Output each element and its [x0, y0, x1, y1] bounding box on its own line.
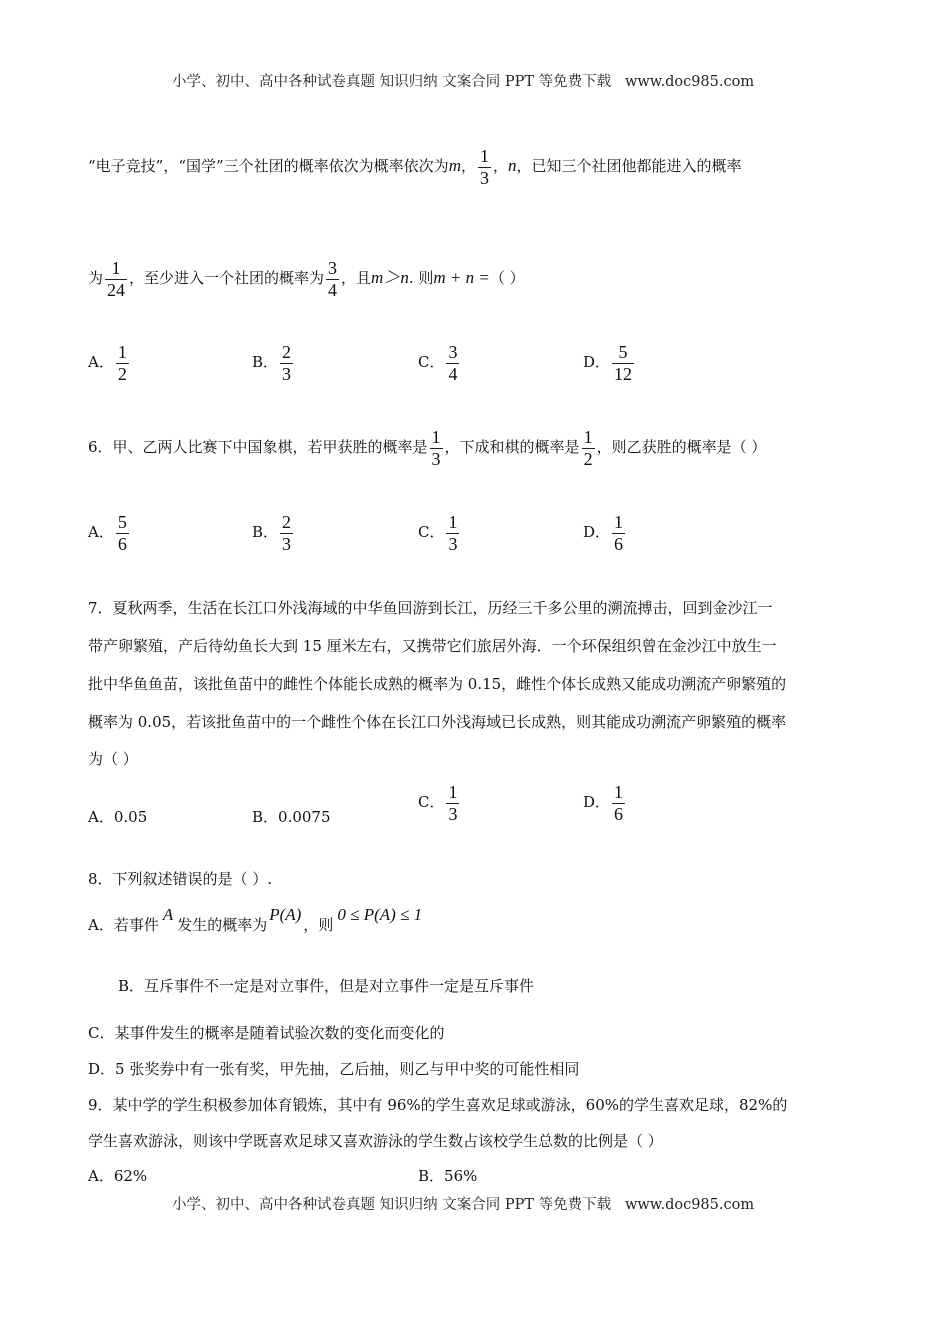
q9-option-b[interactable]: B．56% [418, 1167, 478, 1185]
q5-text: ，且 [341, 269, 372, 288]
q7-line: 7．夏秋两季，生活在长江口外浅海域的中华鱼回游到长江，历经三千多公里的溯流搏击，回到金沙江一 [88, 599, 773, 617]
var-n: n [508, 156, 517, 176]
q7-line: 为（ ） [88, 750, 138, 768]
q5-text: ，至少进入一个社团的概率为 [129, 269, 325, 288]
q7-option-b[interactable]: B．0.0075 [252, 808, 331, 826]
q5-text: ，已知三个社团他都能进入的概率 [516, 157, 742, 176]
answer-blank: （ ） [489, 269, 525, 288]
q6-option-a[interactable]: A． $\frac{5}{6}$ [88, 512, 127, 554]
fraction: $\frac{1}{24}$ [107, 258, 126, 300]
q5-text: . 则 [408, 269, 434, 288]
header-text: 小学、初中、高中各种试卷真题 知识归纳 文案合同 PPT 等免费下载 [172, 74, 612, 90]
q7-option-d[interactable]: D． $\frac{1}{6}$ [583, 782, 624, 824]
q5-text: 为 [88, 269, 104, 288]
q8-option-c[interactable]: C．某事件发生的概率是随着试验次数的变化而变化的 [88, 1024, 445, 1042]
q8-option-b[interactable]: B．互斥事件不一定是对立事件，但是对立事件一定是互斥事件 [118, 977, 535, 995]
q5-text: “电子竞技”，“国学”三个社团的概率依次为概率依次为 [88, 157, 449, 176]
q9-option-a[interactable]: A．62% [88, 1167, 148, 1185]
footer-url: www.doc985.com [624, 1197, 755, 1213]
q7-option-a[interactable]: A．0.05 [88, 808, 148, 826]
q9-line: 9．某中学的学生积极参加体育锻炼，其中有 96%的学生喜欢足球或游泳，60%的学生喜欢足球，82%的 [88, 1096, 788, 1114]
header-url: www.doc985.com [624, 74, 755, 90]
q9-line: 学生喜欢游泳，则该中学既喜欢足球又喜欢游泳的学生数占该校学生总数的比例是（ ） [88, 1132, 663, 1150]
page-footer [172, 1193, 754, 1214]
q7-option-c[interactable]: C． $\frac{1}{3}$ [418, 782, 458, 824]
q7-line: 概率为 0.05，若该批鱼苗中的一个雌性个体在长江口外浅海域已长成熟，则其能成功溯流产卵繁殖的概率 [88, 713, 787, 731]
q8-stem: 8．下列叙述错误的是（ ）. [88, 870, 273, 888]
q5-line1: “电子竞技”，“国学”三个社团的概率依次为概率依次为m， $\frac{1}{3}$ ，n，已知三个社团他都能进入的概率 [88, 146, 742, 188]
fraction: $\frac{1}{3}$ [431, 427, 441, 469]
q8-option-d[interactable]: D．5 张奖券中有一张有奖，甲先抽，乙后抽，则乙与甲中奖的可能性相同 [88, 1060, 580, 1078]
q6-option-b[interactable]: B． $\frac{2}{3}$ [252, 512, 292, 554]
q6-option-d[interactable]: D． $\frac{1}{6}$ [583, 512, 624, 554]
footer-text: 小学、初中、高中各种试卷真题 知识归纳 文案合同 PPT 等免费下载 [172, 1197, 612, 1213]
q7-line: 带产卵繁殖，产后待幼鱼长大到 15 厘米左右，又携带它们旅居外海．一个环保组织曾在金沙江中放生一 [88, 637, 777, 655]
q6-stem: 6．甲、乙两人比赛下中国象棋，若甲获胜的概率是 $\frac{1}{3}$ ，下成和棋的概率是 $\frac{1}{2}$ ，则乙获胜的概率是（ ） [88, 427, 767, 469]
q5-option-d[interactable]: D． $\frac{5}{12}$ [583, 342, 633, 384]
expression: m + n = [433, 268, 490, 288]
fraction: $\frac{3}{4}$ [328, 258, 338, 300]
q5-option-a[interactable]: A． $\frac{1}{2}$ [88, 342, 127, 384]
q5-line2 [88, 258, 525, 300]
page-header [172, 70, 754, 91]
q5-option-c[interactable]: C． $\frac{3}{4}$ [418, 342, 458, 384]
q6-option-c[interactable]: C． $\frac{1}{3}$ [418, 512, 458, 554]
q7-line: 批中华鱼鱼苗，该批鱼苗中的雌性个体能长成熟的概率为 0.15，雌性个体长成熟又能成功溯流产卵繁殖的 [88, 675, 787, 693]
var-m: m [448, 156, 461, 176]
fraction: $\frac{1}{3}$ [479, 146, 489, 188]
fraction: $\frac{1}{2}$ [583, 427, 593, 469]
condition: m＞n [371, 268, 409, 288]
q5-option-b[interactable]: B． $\frac{2}{3}$ [252, 342, 292, 384]
q8-option-a[interactable]: A．若事件A发生的概率为P(A)，则0 ≤ P(A) ≤ 1 [88, 905, 423, 934]
